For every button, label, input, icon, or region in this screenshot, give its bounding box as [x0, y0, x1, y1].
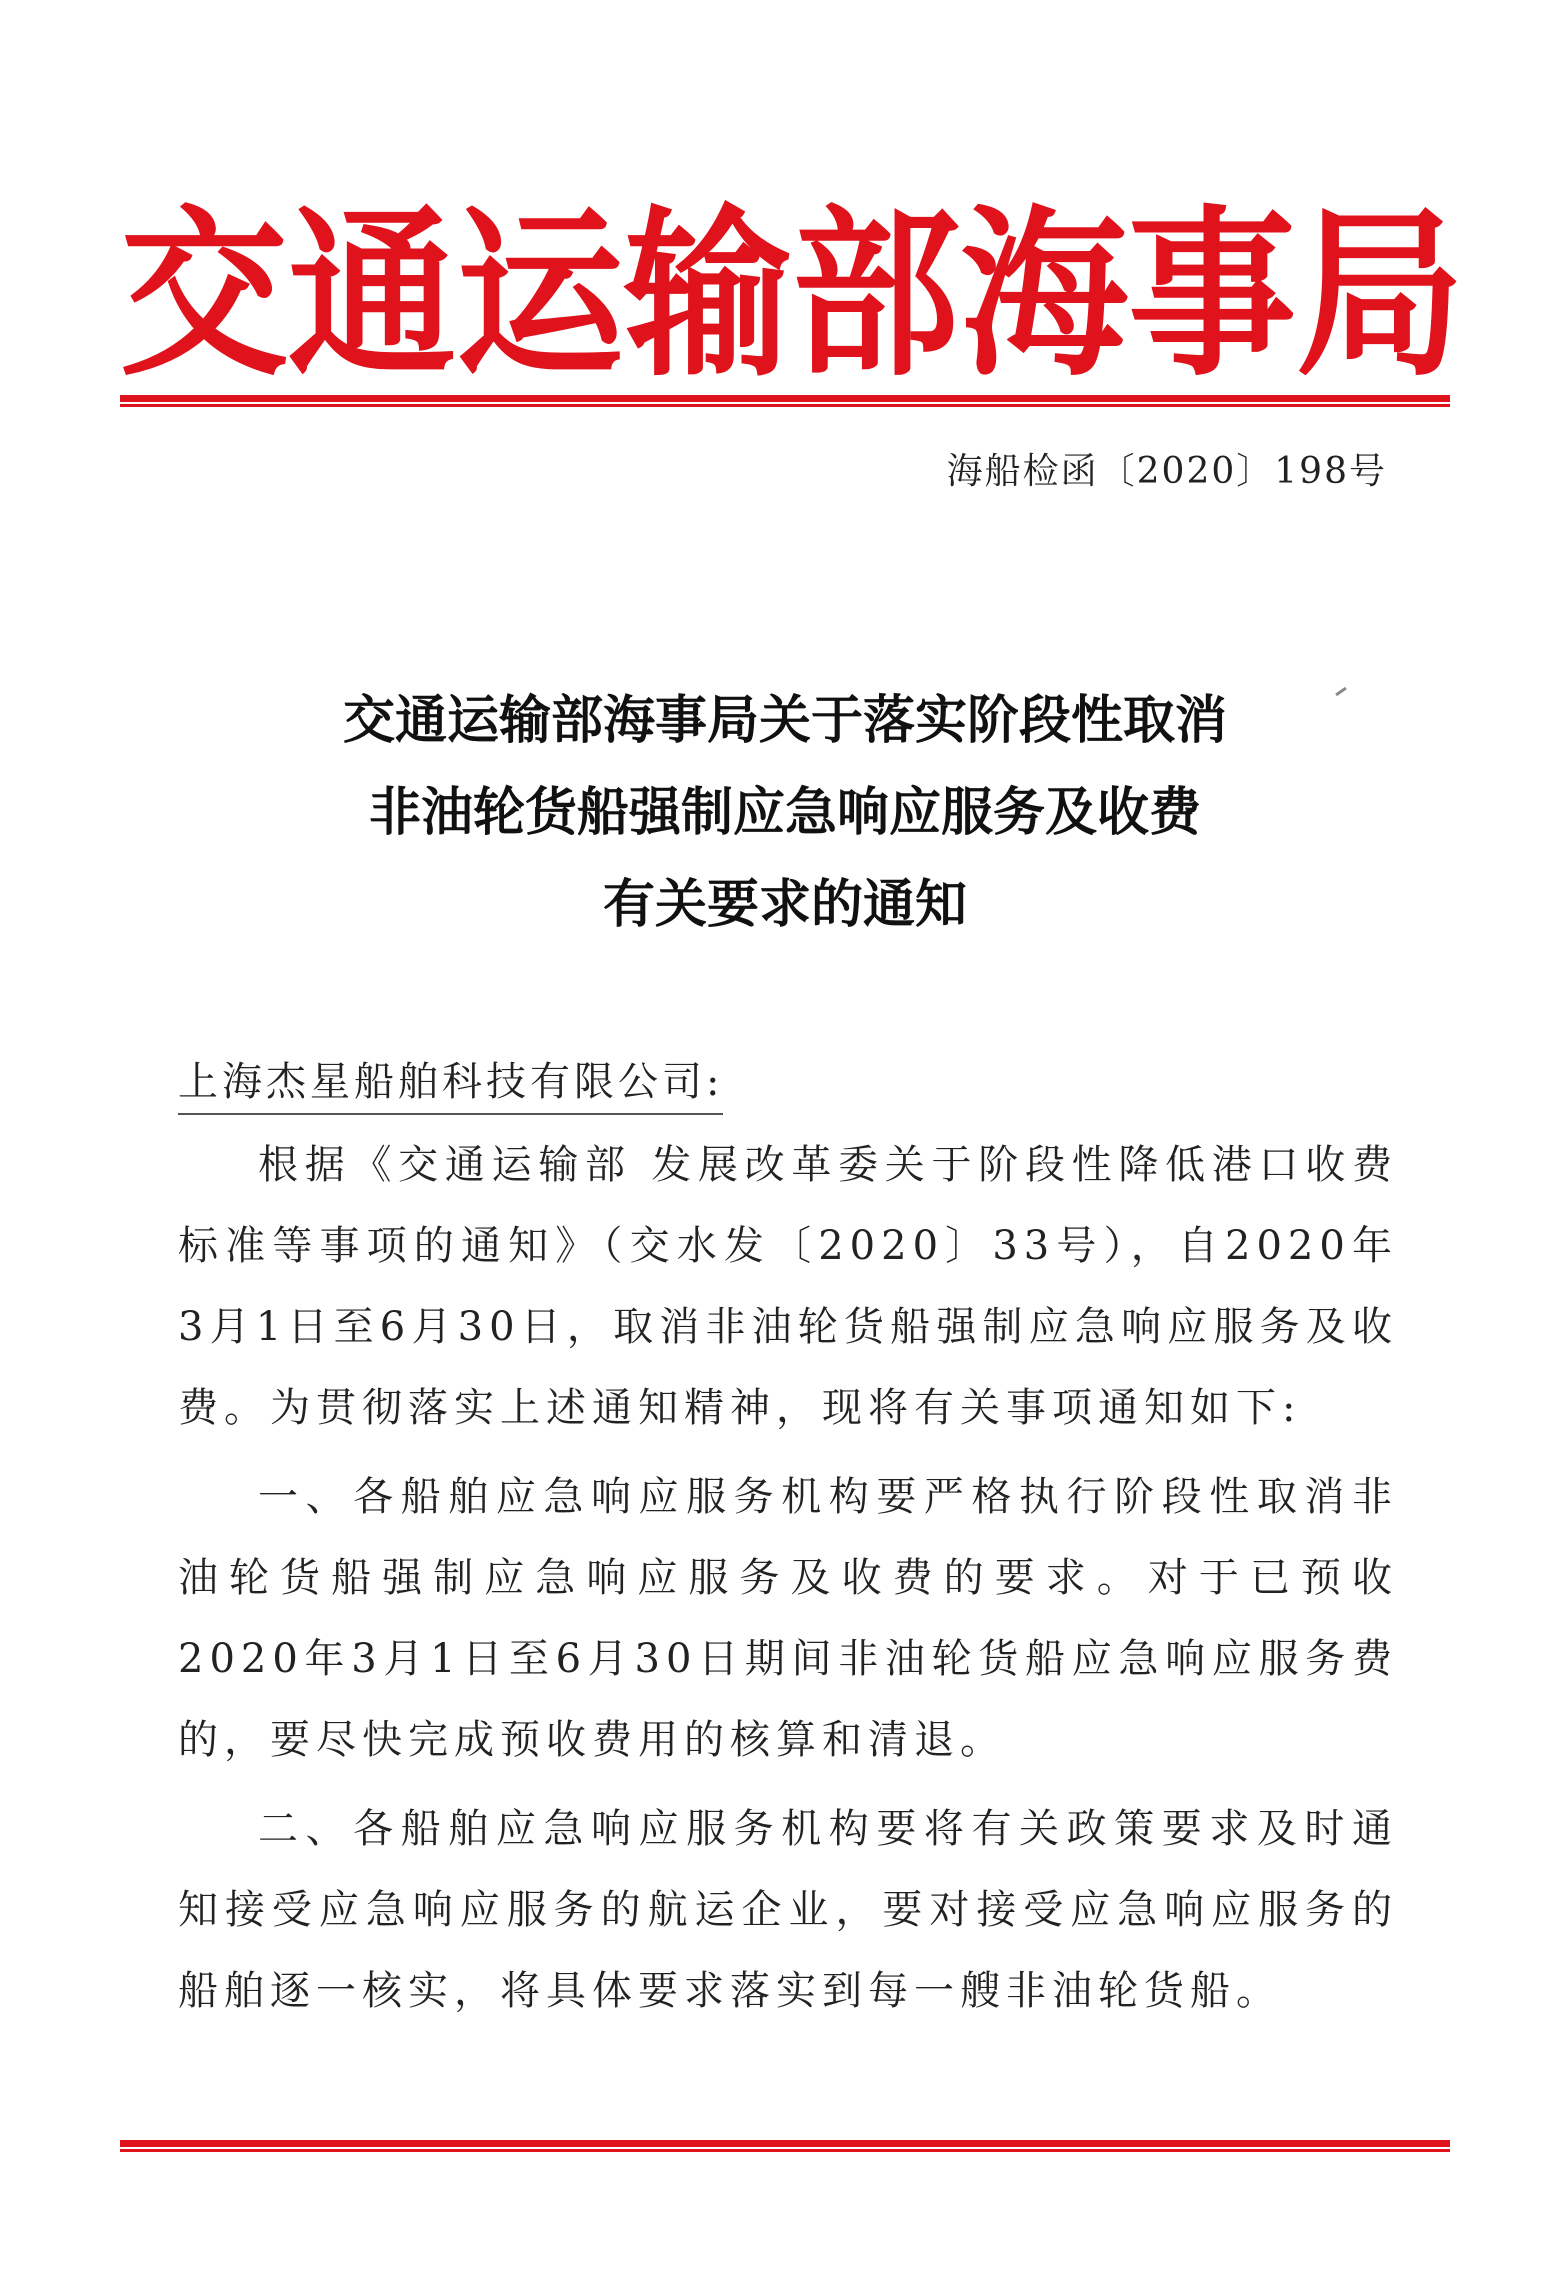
title-line: 非油轮货船强制应急响应服务及收费: [368, 783, 1201, 843]
masthead-char: 输: [624, 189, 792, 401]
document-number: 海船检函〔2020〕198号: [946, 451, 1387, 492]
masthead-char: 事: [1128, 189, 1296, 401]
masthead-char: 运: [456, 189, 624, 401]
body-paragraph: 二、各船舶应急响应服务机构要将有关政策要求及时通知接受应急响应服务的航运企业，要对接受应急响应服务的船舶逐一核实，将具体要求落实到每一艘非油轮货船。: [178, 1806, 1398, 2014]
masthead-char: 局: [1296, 189, 1464, 401]
title-line: 有关要求的通知: [602, 875, 967, 935]
masthead-char: 海: [960, 189, 1128, 401]
title-line: 交通运输部海事局关于落实阶段性取消: [342, 691, 1227, 751]
footer-red-rule: [120, 2140, 1450, 2152]
letterhead-masthead: [120, 189, 1464, 401]
masthead-char: 交: [120, 189, 288, 401]
body-paragraph: 根据《交通运输部 发展改革委关于阶段性降低港口收费标准等事项的通知》（交水发〔2020〕33号），自2020年3月1日至6月30日，取消非油轮货船强制应急响应服务及收费。为贯彻落实上述通知精神，现将有关事项通知如下:: [178, 1142, 1398, 1431]
document-body: [178, 1125, 1398, 2040]
recipient-line: 上海杰星船舶科技有限公司:: [178, 1050, 723, 1115]
masthead-char: 部: [792, 189, 960, 401]
header-red-rule: [120, 395, 1450, 407]
document-title: [120, 675, 1450, 951]
body-paragraph: 一、各船舶应急响应服务机构要严格执行阶段性取消非油轮货船强制应急响应服务及收费的要求。对于已预收2020年3月1日至6月30日期间非油轮货船应急响应服务费的，要尽快完成预收费用的核算和清退。: [178, 1474, 1398, 1763]
masthead-char: 通: [288, 189, 456, 401]
